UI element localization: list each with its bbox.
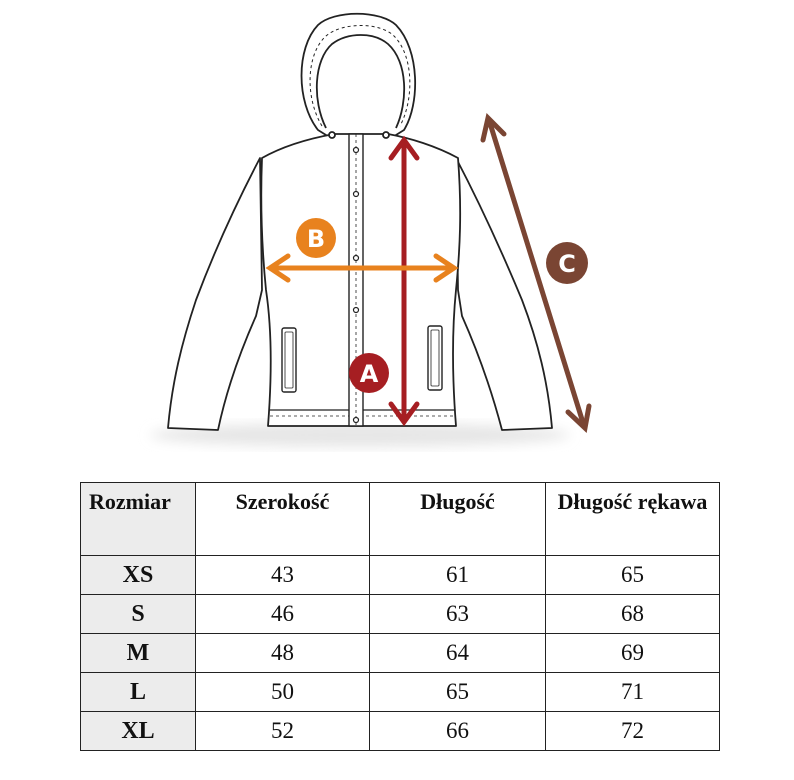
- svg-text:C: C: [558, 250, 576, 278]
- sleeve-cell: 69: [546, 634, 720, 673]
- table-row: [81, 673, 720, 712]
- marker-b: [296, 218, 336, 258]
- size-cell: M: [81, 634, 196, 673]
- size-cell: L: [81, 673, 196, 712]
- header-size: Rozmiar: [81, 483, 196, 556]
- marker-c: [546, 242, 588, 284]
- svg-text:A: A: [359, 360, 379, 388]
- marker-a: [349, 353, 389, 393]
- table-row: [81, 634, 720, 673]
- right-pocket: [428, 326, 442, 390]
- size-cell: S: [81, 595, 196, 634]
- table-row: [81, 712, 720, 751]
- sleeve-cell: 71: [546, 673, 720, 712]
- length-cell: 63: [370, 595, 546, 634]
- length-cell: 65: [370, 673, 546, 712]
- length-cell: 61: [370, 556, 546, 595]
- length-cell: 64: [370, 634, 546, 673]
- size-cell: XS: [81, 556, 196, 595]
- svg-text:B: B: [306, 225, 326, 253]
- width-cell: 50: [196, 673, 370, 712]
- size-chart-table: [80, 482, 720, 751]
- left-pocket: [282, 328, 296, 392]
- size-cell: XL: [81, 712, 196, 751]
- length-cell: 66: [370, 712, 546, 751]
- width-cell: 48: [196, 634, 370, 673]
- sleeve-cell: 68: [546, 595, 720, 634]
- right-sleeve: [456, 158, 552, 430]
- header-length: Długość: [370, 483, 546, 556]
- header-width: Szerokość: [196, 483, 370, 556]
- table-header-row: [81, 483, 720, 556]
- sleeve-cell: 65: [546, 556, 720, 595]
- table-row: [81, 556, 720, 595]
- header-sleeve-length: Długość rękawa: [546, 483, 720, 556]
- width-cell: 43: [196, 556, 370, 595]
- width-cell: 46: [196, 595, 370, 634]
- drawcord-toggle-left: [329, 132, 335, 138]
- drawcord-toggle-right: [383, 132, 389, 138]
- table-row: [81, 595, 720, 634]
- width-cell: 52: [196, 712, 370, 751]
- left-sleeve: [168, 158, 262, 430]
- sleeve-cell: 72: [546, 712, 720, 751]
